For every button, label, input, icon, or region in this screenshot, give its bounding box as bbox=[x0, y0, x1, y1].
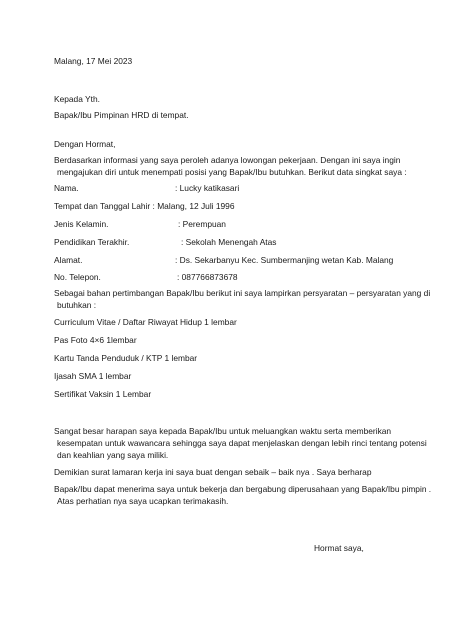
field-label: Jenis Kelamin. bbox=[54, 219, 109, 229]
field-label: Tempat dan Tanggal Lahir : Malang, 12 Juli 1996 bbox=[54, 201, 235, 211]
intro-paragraph-line: mengajukan diri untuk menempati posisi yang Bapak/Ibu butuhkan. Berikut data singkat saya : bbox=[57, 167, 407, 177]
hope-paragraph-line: kesempatan untuk wawancara sehingga saya dapat menjelaskan dengan lebih rinci tentang potensi bbox=[57, 438, 427, 448]
attachment-item: Kartu Tanda Penduduk / KTP 1 lembar bbox=[54, 353, 198, 363]
field-value: : Ds. Sekarbanyu Kec. Sumbermanjing wetan Kab. Malang bbox=[175, 255, 394, 265]
attachment-item: Curriculum Vitae / Daftar Riwayat Hidup 1 lembar bbox=[54, 317, 237, 327]
intro-paragraph-line: Berdasarkan informasi yang saya peroleh adanya lowongan pekerjaan. Dengan ini saya ingin bbox=[54, 155, 401, 165]
recipient-line: Bapak/Ibu Pimpinan HRD di tempat. bbox=[54, 110, 189, 120]
field-value: : 087766873678 bbox=[177, 272, 238, 282]
signoff: Hormat saya, bbox=[314, 543, 364, 553]
final-paragraph-line: Atas perhatian nya saya ucapkan terimakasih. bbox=[57, 496, 229, 506]
field-label: Alamat. bbox=[54, 255, 83, 265]
letter-date: Malang, 17 Mei 2023 bbox=[54, 56, 133, 66]
attachment-intro-line: butuhkan : bbox=[57, 300, 97, 310]
closing-paragraph-line: Demikian surat lamaran kerja ini saya buat dengan sebaik – baik nya . Saya berharap bbox=[54, 467, 372, 477]
field-label: No. Telepon. bbox=[54, 272, 101, 282]
salutation: Dengan Hormat, bbox=[54, 139, 116, 149]
hope-paragraph-line: Sangat besar harapan saya kepada Bapak/Ibu untuk meluangkan waktu serta memberikan bbox=[54, 426, 392, 436]
field-value: : Lucky katikasari bbox=[175, 183, 240, 193]
field-label: Pendidikan Terakhir. bbox=[54, 237, 130, 247]
attachment-item: Sertifikat Vaksin 1 Lembar bbox=[54, 389, 152, 399]
attachment-item: Ijasah SMA 1 lembar bbox=[54, 371, 132, 381]
field-value: : Sekolah Menengah Atas bbox=[181, 237, 277, 247]
field-label: Nama. bbox=[54, 183, 79, 193]
recipient-line: Kepada Yth. bbox=[54, 94, 100, 104]
final-paragraph-line: Bapak/Ibu dapat menerima saya untuk bekerja dan bergabung diperusahaan yang Bapak/Ibu pimpin . bbox=[54, 484, 432, 494]
hope-paragraph-line: dan keahlian yang saya miliki. bbox=[57, 450, 169, 460]
attachment-intro-line: Sebagai bahan pertimbangan Bapak/Ibu berikut ini saya lampirkan persyaratan – persyaratan yang di bbox=[54, 288, 431, 298]
field-value: : Perempuan bbox=[178, 219, 226, 229]
attachment-item: Pas Foto 4×6 1lembar bbox=[54, 335, 137, 345]
